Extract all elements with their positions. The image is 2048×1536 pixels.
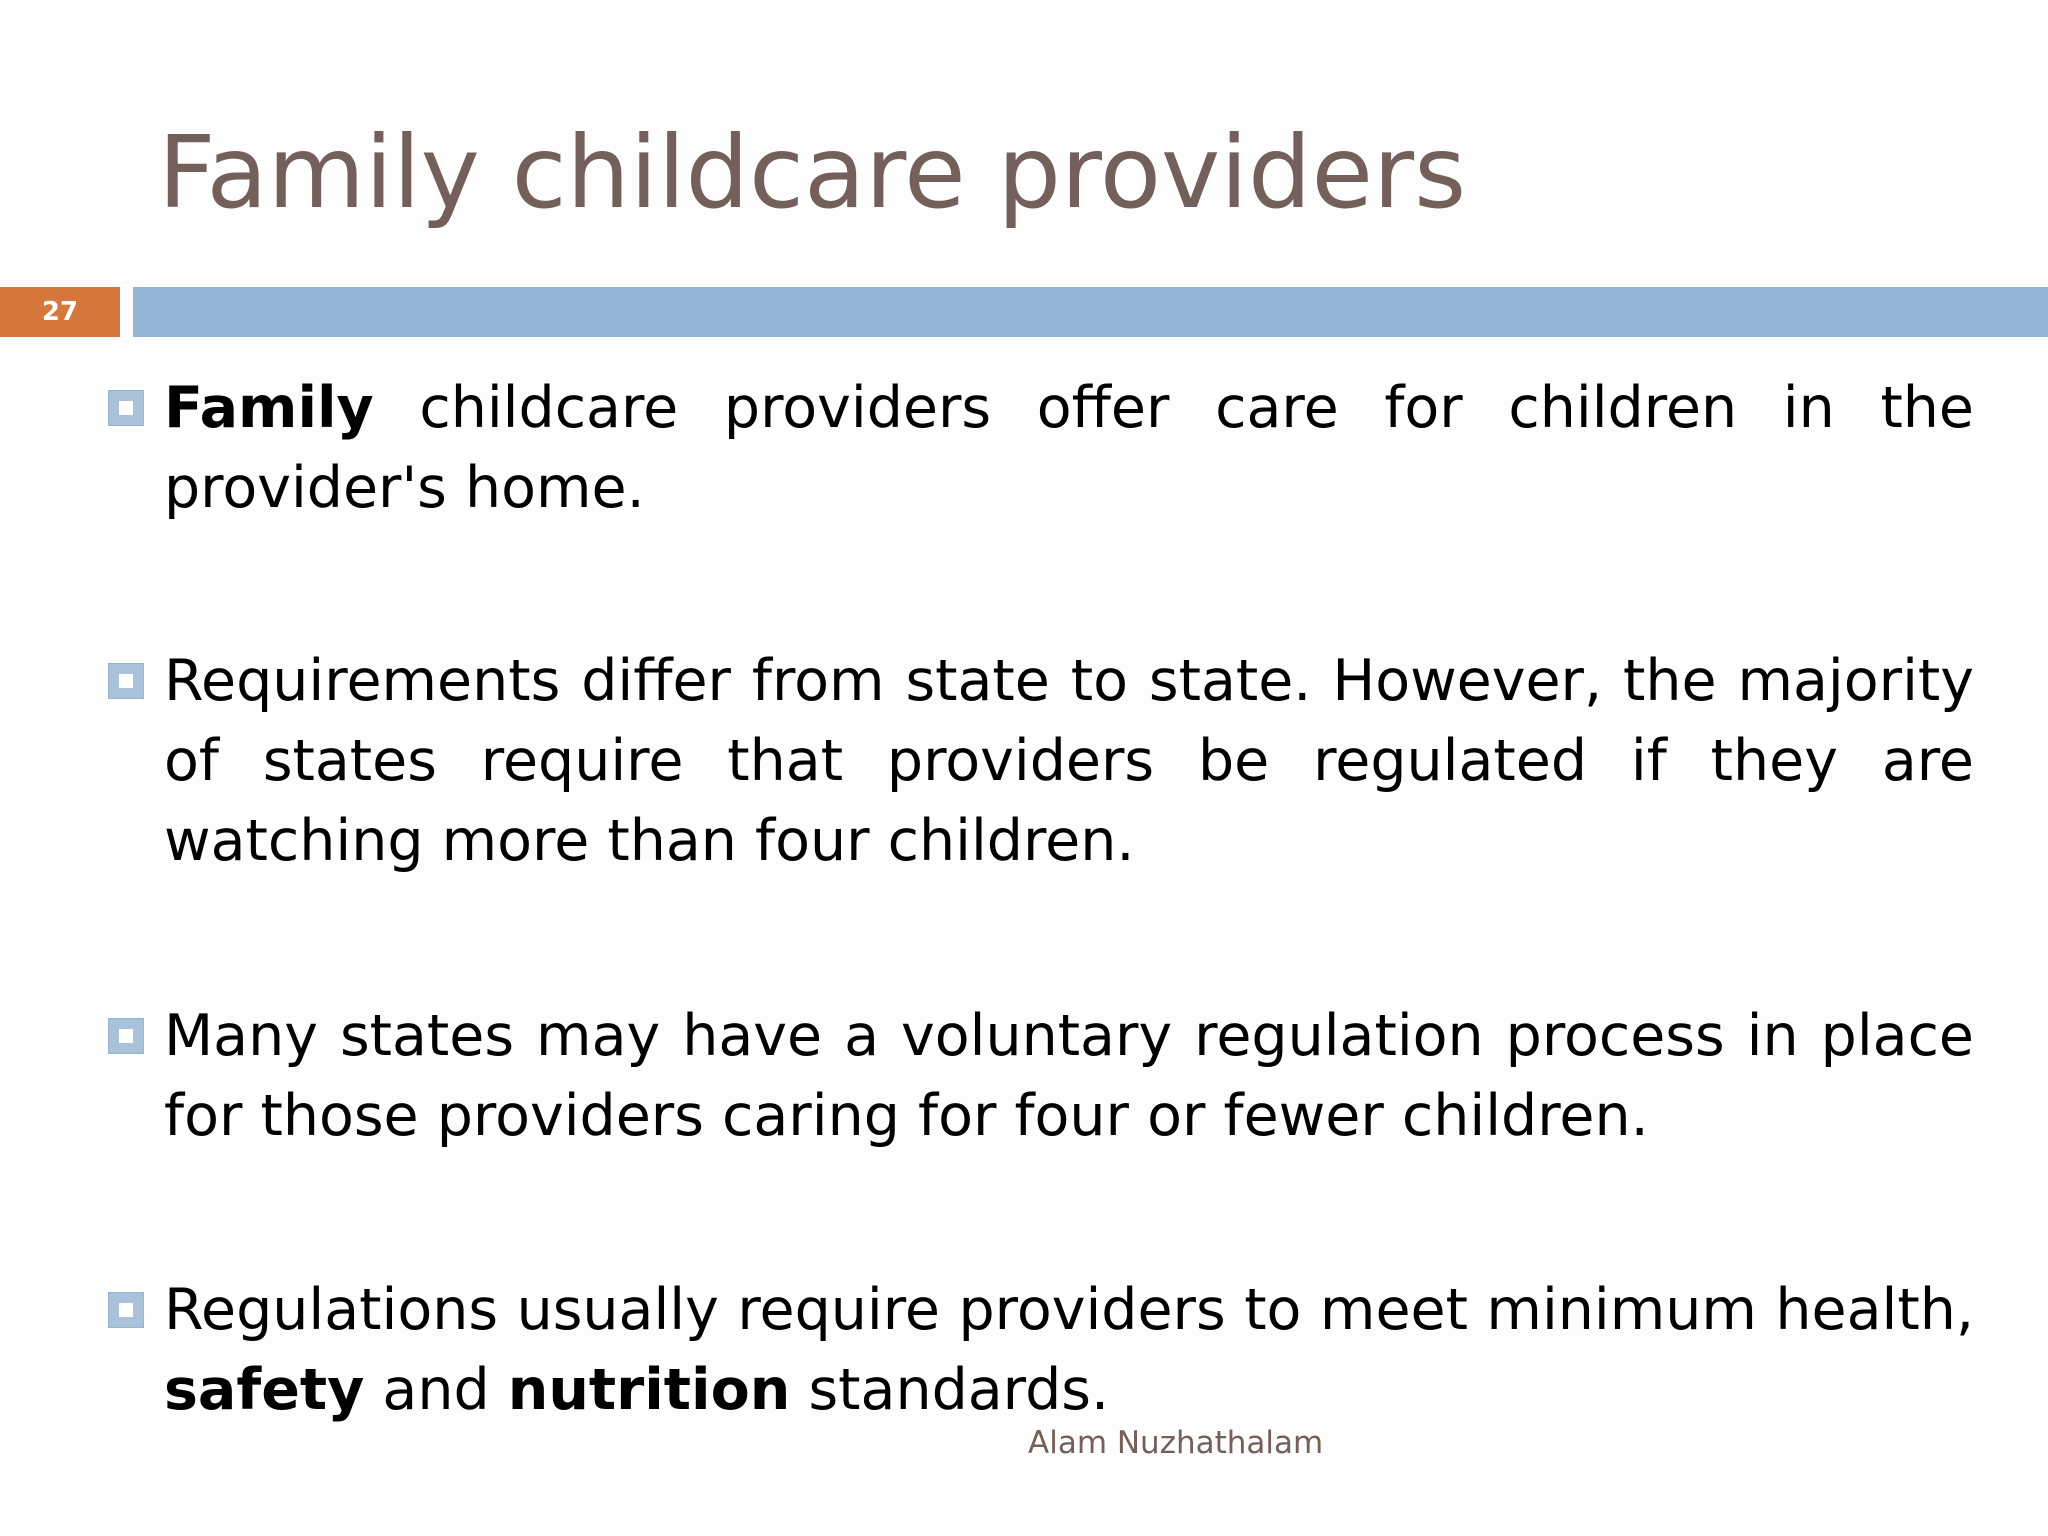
footer-author: Alam Nuzhathalam xyxy=(1028,1425,1324,1461)
square-bullet-icon xyxy=(108,1292,144,1328)
bold-term: nutrition xyxy=(507,1357,791,1423)
bullet-text xyxy=(164,1270,1974,1430)
bullet-text: Requirements differ from state to state. However, the majority of states require that providers be regulated if they are watching more than four children. xyxy=(164,648,1974,874)
square-bullet-icon xyxy=(108,390,144,426)
bullet-text-run: Regulations usually require providers to meet minimum health, xyxy=(164,1277,1974,1343)
square-bullet-icon xyxy=(108,1018,144,1054)
slide-number-badge: 27 xyxy=(0,287,120,337)
bold-term: safety xyxy=(164,1357,365,1423)
bullet-text-run: standards. xyxy=(790,1357,1110,1423)
bold-term: Family xyxy=(164,375,374,441)
bullet-text-run: and xyxy=(364,1357,508,1423)
bullet-text xyxy=(164,368,1974,528)
bullet-text-run: childcare providers offer care for children in the provider's home. xyxy=(164,375,1974,521)
square-bullet-icon xyxy=(108,663,144,699)
bullet-text: Many states may have a voluntary regulation process in place for those providers caring for four or fewer children. xyxy=(164,1003,1974,1149)
slide-title: Family childcare providers xyxy=(158,114,1467,231)
